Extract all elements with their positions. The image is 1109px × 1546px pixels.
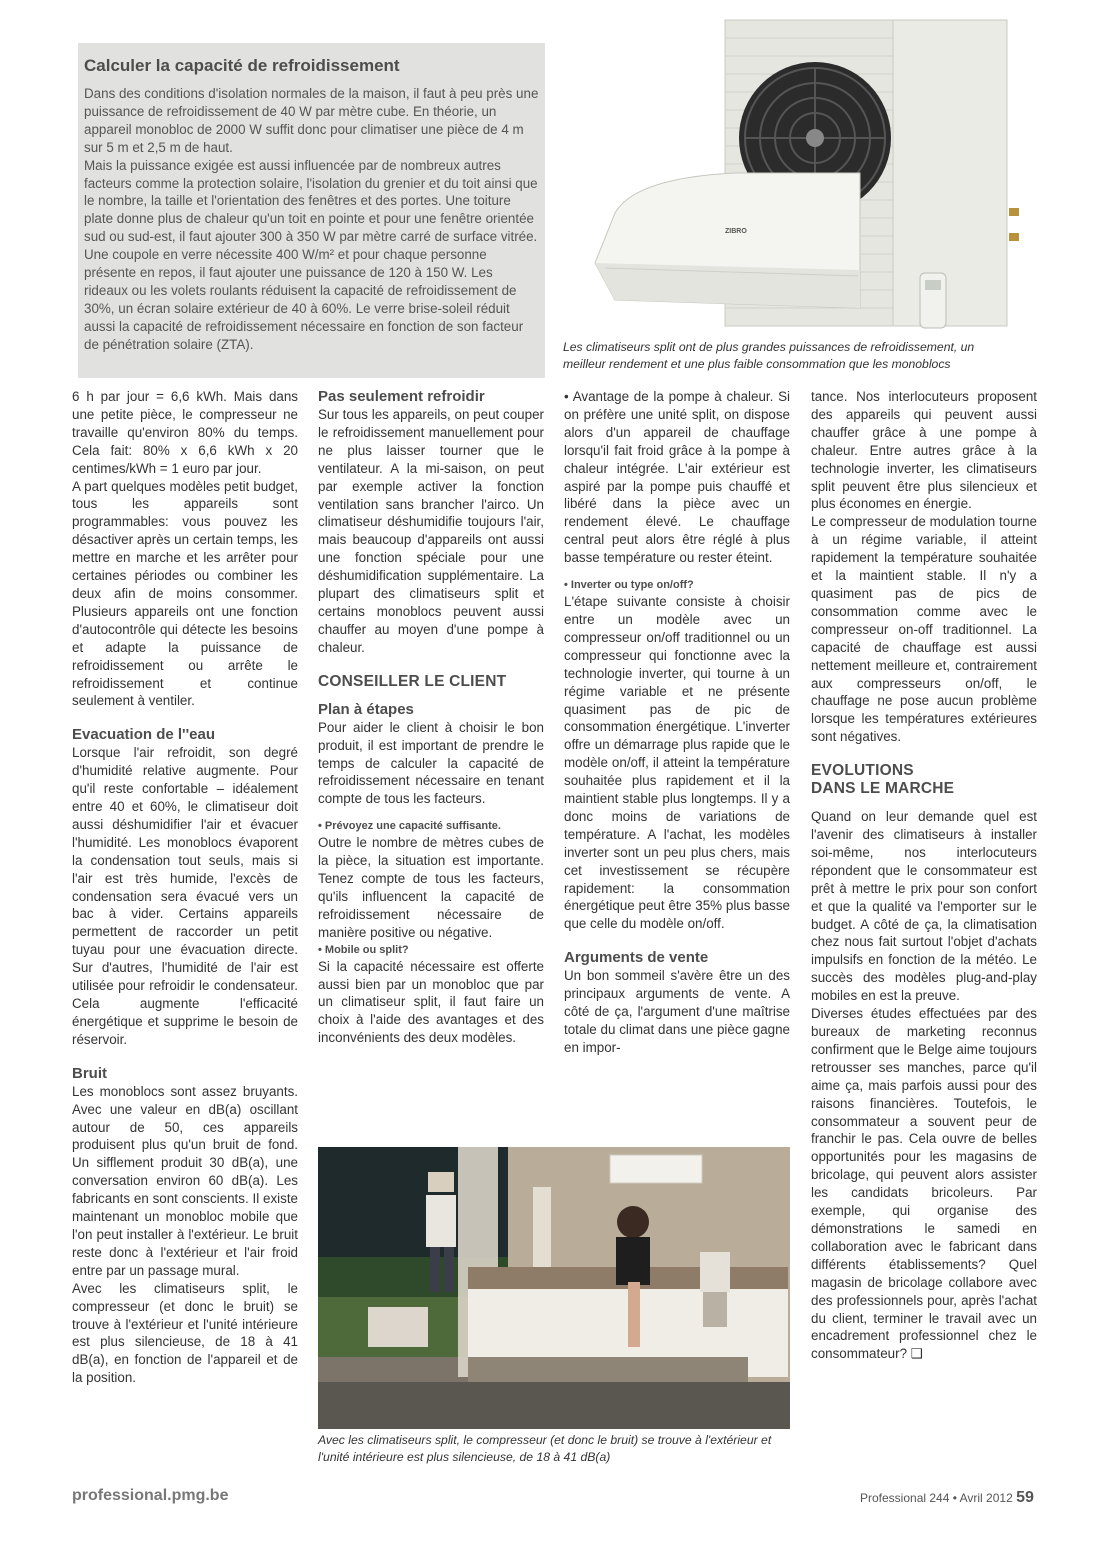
caption-bottom-photo: Avec les climatiseurs split, le compresseur (et donc le bruit) se trouve à l'extérieur et l'unité intérieure est plus silencieuse, de 18 à 41 dB(a) bbox=[318, 1433, 772, 1464]
col4-paragraph-4-text: Diverses études effectuées par des bureaux de marketing reconnus confirment que le Belge aime toujours retrousser ses manches, parce qu'il aime ça, mais parfois aussi pour des raisons financières. Toutefois, le consommateur a souvent peur de franchir le pas. Cela ouvre de belles opportunités pour les magasins de bricolage, qui peuvent alors assister les candidats bricoleurs. Par exemple, qui organise des démonstrations le samedi en collaboration avec le fabricant dans différents établissements? Quel magasin de bricolage collabore avec des professionnels pour, après l'achat du client, terminer le travail avec un encadrement professionnel chez le consommateur? bbox=[811, 1006, 1037, 1362]
col2-paragraph-4: Si la capacité nécessaire est offerte aussi bien par un monobloc que par un climatiseur split, il faut faire un choix à l'aide des avantages et des inconvénients des deux modèles. bbox=[318, 958, 544, 1046]
heading-bruit: Bruit bbox=[72, 1064, 107, 1082]
col1-paragraph-2: A part quelques modèles petit budget, tous les appareils sont programmables: vous pouvez les désactiver après un certain temps, les mettre en marche et les arrêter pour certaines périodes ou combiner les deux afin de moins consommer. Plusieurs appareils ont une fonction d'autocontrôle qui détecte les besoins et adapte la puissance de refroidissement ou arrête le refroidissement et continue seulement à ventiler. bbox=[72, 478, 298, 709]
heading-evacuation: Evacuation de l''eau bbox=[72, 726, 216, 744]
photo-bedroom bbox=[318, 1147, 790, 1429]
footer-issue-block bbox=[860, 1489, 1034, 1507]
col2-paragraph-1: Sur tous les appareils, on peut couper le refroidissement manuellement pour ne plus laisser tourner que le ventilateur. A la mi-saison, on peut par exemple activer la fonction ventilation sans brancher l'airco. Un climatiseur déshumidifie toujours l'air, mais beaucoup d'appareils ont aussi une fonction spéciale pour une déshumidification supplémentaire. La plupart des climatiseurs split et certains monoblocs peuvent aussi chauffer au moyen d'une pompe à chaleur. bbox=[318, 407, 544, 655]
column-3 bbox=[564, 388, 790, 1057]
heading-mobile: • Mobile ou split? bbox=[318, 943, 409, 956]
heading-evolutions-1: EVOLUTIONS bbox=[811, 762, 914, 780]
column-2 bbox=[318, 388, 544, 1047]
col2-paragraph-3: Outre le nombre de mètres cubes de la pièce, la situation est importante. Tenez compte de tous les facteurs, qu'ils influencent la capacité de refroidissement nécessaire de manière positive ou négative. bbox=[318, 835, 544, 940]
page-number: 59 bbox=[1016, 1489, 1034, 1506]
col1-paragraph-3: Lorsque l'air refroidit, son degré d'humidité relative augmente. Pour qu'il reste confortable – idéalement entre 40 et 60%, le climatiseur doit aussi déshumidifier l'air et évacuer l'humidité. Les monoblocs évaporent la condensation tout seuls, mais si l'air est très humide, l'excès de condensation sera évacué vers un bac à vider. Certains appareils permettent de raccorder un petit tuyau pour une évacuation directe. Sur d'autres, l'humidité de l'air est utilisée pour refroidir le condensateur. Cela augmente l'efficacité énergétique et supprime le besoin de réservoir. bbox=[72, 745, 298, 1047]
heading-pas-seulement: Pas seulement refroidir bbox=[318, 388, 485, 405]
column-4 bbox=[811, 388, 1037, 1363]
heading-plan: Plan à étapes bbox=[318, 700, 414, 718]
heading-conseiller: CONSEILLER LE CLIENT bbox=[318, 672, 507, 690]
caption-top-photo: Les climatiseurs split ont de plus grandes puissances de refroidissement, un meilleur rendement et une plus faible consommation que les monoblocs bbox=[563, 340, 975, 371]
bedroom-illustration bbox=[318, 1147, 790, 1429]
col3-paragraph-3: Un bon sommeil s'avère être un des principaux arguments de vente. A côté de ça, l'argument d'une maîtrise totale du climat dans une pièce gagne en impor- bbox=[564, 968, 790, 1055]
heading-arguments: Arguments de vente bbox=[564, 949, 709, 967]
col4-paragraph-3: Quand on leur demande quel est l'avenir des climatiseurs à installer soi-même, nos interlocuteurs répondent que le consommateur est prêt à mettre le prix pour son confort et que la qualité va l'emporter sur le budget. A côté de ça, la climatisation chez nous fait surtout l'objet d'achats impulsifs en fonction de la météo. Le succès des modèles plug-and-play mobiles en est la preuve. bbox=[811, 809, 1037, 1004]
col3-paragraph-2: L'étape suivante consiste à choisir entre un modèle avec un compresseur on/off traditionnel ou un compresseur qui fonctionne avec la technologie inverter, qui tourne à un régime variable et ne présente quasiment pas de pic de consommation énergétique. L'inverter offre un démarrage plus rapide que le modèle on/off, il atteint la température souhaitée plus rapidement et il la maintient stable plus longtemps. Il y a donc moins de variations de température. A l'achat, les modèles inverter sont un peu plus chers, mais cet investissement se récupère rapidement: la consommation énergétique peut être 35% plus basse que celle du modèle on/off. bbox=[564, 594, 790, 932]
air-conditioner-illustration bbox=[575, 18, 1035, 338]
brand-logo: ZIBRO bbox=[725, 228, 747, 235]
heading-prevoyez: • Prévoyez une capacité suffisante. bbox=[318, 820, 501, 833]
photo-air-conditioners bbox=[575, 18, 1035, 338]
heading-inverter: • Inverter ou type on/off? bbox=[564, 579, 694, 592]
col2-paragraph-2: Pour aider le client à choisir le bon produit, il est important de prendre le temps de calculer la capacité de refroidissement nécessaire en tenant compte de tous les facteurs. bbox=[318, 719, 544, 807]
col4-paragraph-4 bbox=[811, 1005, 1037, 1363]
col1-paragraph-5: Avec les climatiseurs split, le compresseur (et donc le bruit) se trouve à l'extérieur et l'unité intérieure est plus silencieuse, de 18 à 41 dB(a), en fonction de l'appareil et de la position. bbox=[72, 1280, 298, 1386]
box-paragraph-2: Mais la puissance exigée est aussi influencée par de nombreux autres facteurs comme la protection solaire, l'isolation du grenier et du toit ainsi que le nombre, la taille et l'orientation des fenêtres et des portes. Une toiture plate donne plus de chaleur qu'un toit en pointe et pour une fenêtre orientée sud ou sud-est, il faut ajouter 300 à 350 W par mètre carré de surface vitrée. Une coupole en verre nécessite 400 W/m² et pour chaque personne présente en repos, il faut ajouter une puissance de 120 à 150 W. Les rideaux ou les volets roulants réduisent la capacité de refroidissement de 30%, un écran solaire extérieur de 40 à 60%. Le verre brise-soleil réduit aussi la capacité de refroidissement nécessaire en fonction de son facteur de pénétration solaire (ZTA). bbox=[84, 157, 538, 352]
col3-paragraph-1: • Avantage de la pompe à chaleur. Si on préfère une unité split, on dispose alors d'un appareil de chauffage lorsqu'il fait froid grâce à la pompe à chaleur intégrée. L'air extérieur est aspiré par la pompe puis chauffé et libéré dans la pièce avec un rendement élevé. Le chauffage central peut alors être réglé à plus basse température ou rester éteint. bbox=[564, 389, 790, 566]
col4-paragraph-2: Le compresseur de modulation tourne à un régime variable, il atteint rapidement la température souhaitée et la maintient stable. Il n'y a quasiment pas de pics de consommation comme avec le compresseur on-off traditionnel. La capacité de chauffage est aussi nettement meilleure et, contrairement aux compresseurs on/off, le chauffage ne pose aucun problème lorsque les températures extérieures sont négatives. bbox=[811, 514, 1037, 745]
col4-paragraph-1: tance. Nos interlocuteurs proposent des appareils qui peuvent aussi chauffer grâce à une pompe à chaleur. Entre autres grâce à la technologie inverter, les climatiseurs split peuvent être plus silencieux et plus économes en énergie. bbox=[811, 389, 1037, 512]
end-mark: ❑ bbox=[910, 1346, 923, 1362]
box-paragraph-1: Dans des conditions d'isolation normales de la maison, il faut à peu près une puissance de refroidissement de 40 W par mètre cube. En théorie, un appareil monobloc de 2000 W suffit donc pour climatiser une pièce de 4 m sur 5 m et 2,5 m de haut. bbox=[84, 86, 539, 155]
col1-paragraph-4: Les monoblocs sont assez bruyants. Avec une valeur en dB(a) oscillant autour de 50, ces appareils produisent plus qu'un bruit de fond. Un sifflement produit 30 dB(a), une conversation environ 60 dB(a). Les fabricants en sont conscients. Il existe maintenant un monobloc mobile que l'on peut installer à l'extérieur. Le bruit reste donc à l'extérieur et l'air froid entre par un passage mural. bbox=[72, 1083, 298, 1278]
footer-site: professional.pmg.be bbox=[72, 1487, 229, 1504]
col1-paragraph-1: 6 h par jour = 6,6 kWh. Mais dans une petite pièce, le compresseur ne travaille qu'environ 80% du temps. Cela fait: 80% x 6,6 kWh x 20 centimes/kWh = 1 euro par jour. bbox=[72, 389, 298, 476]
heading-evolutions-2: DANS LE MARCHE bbox=[811, 780, 955, 798]
column-1 bbox=[72, 388, 298, 1387]
box-title: Calculer la capacité de refroidissement bbox=[84, 56, 400, 75]
box-text bbox=[84, 85, 539, 354]
footer-issue: Professional 244 • Avril 2012 bbox=[860, 1491, 1013, 1505]
